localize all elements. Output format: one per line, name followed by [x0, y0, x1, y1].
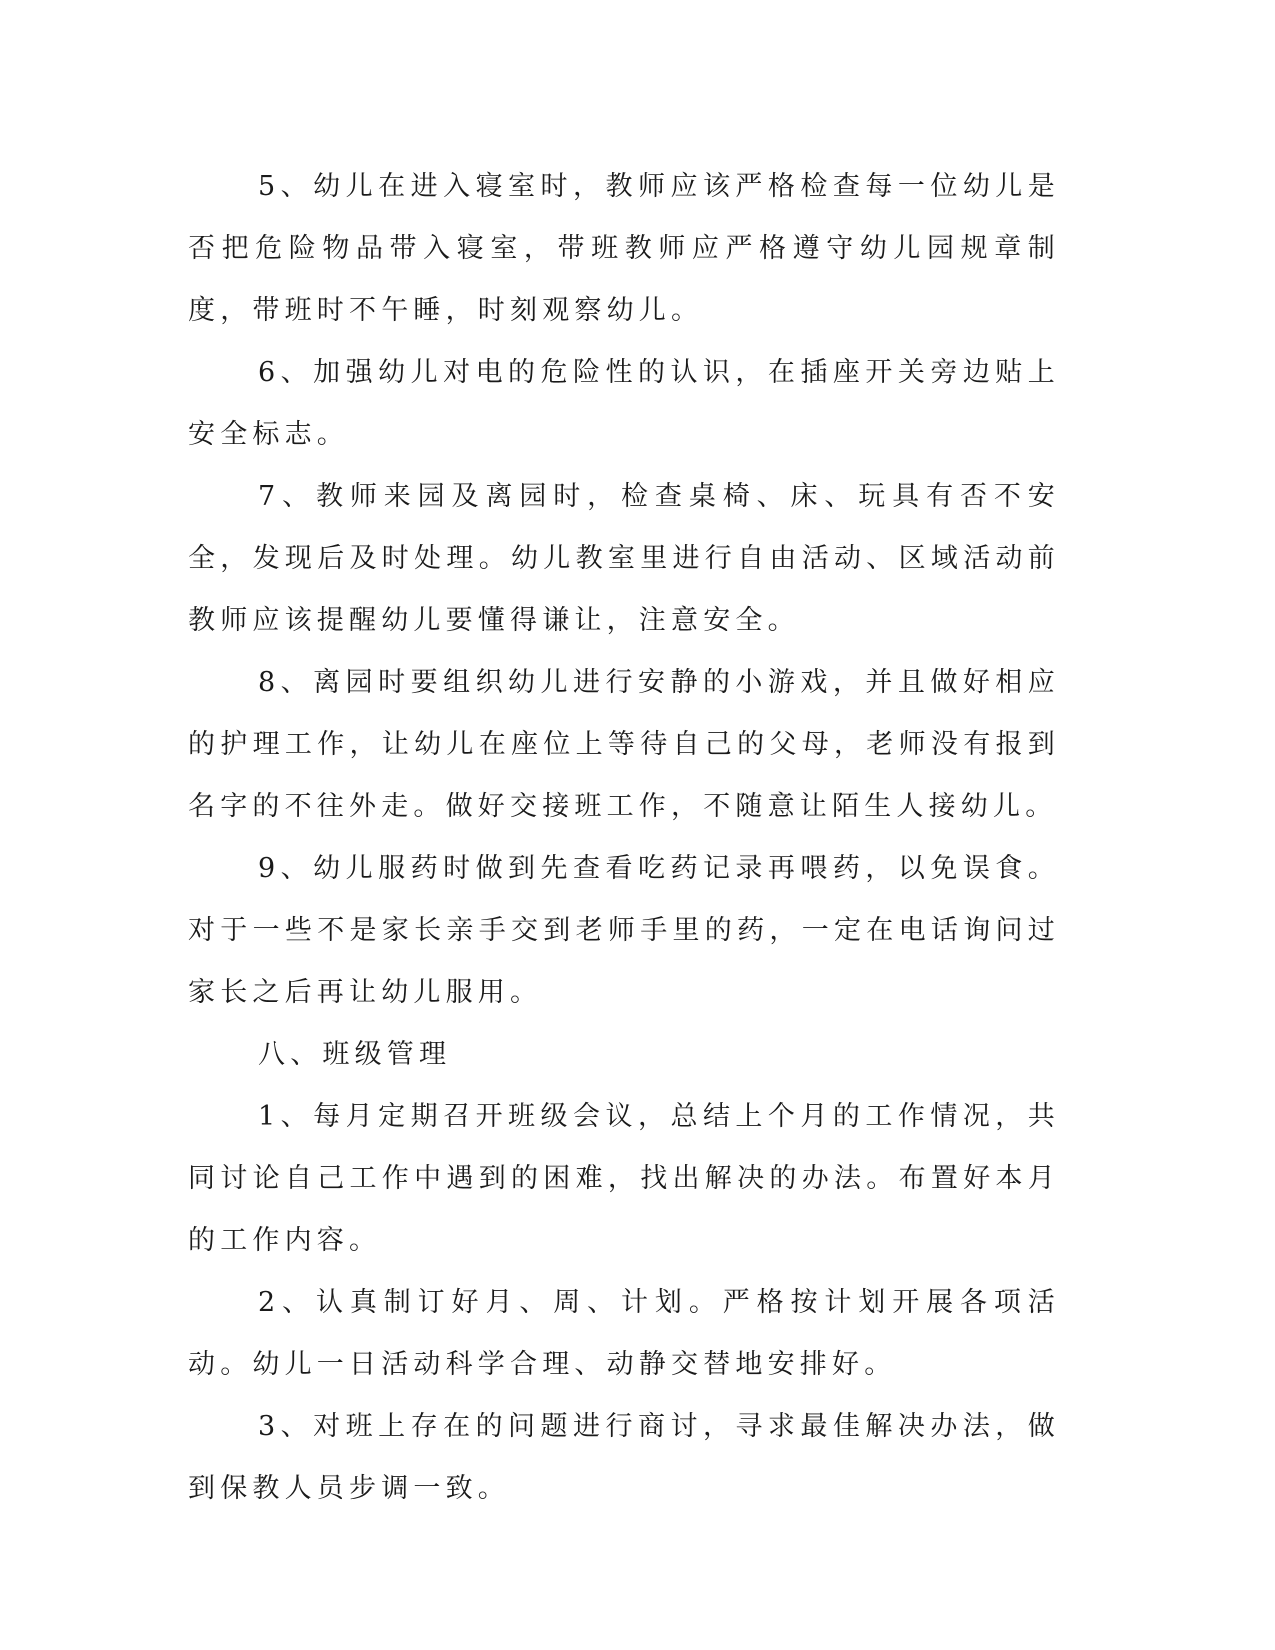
paragraph-safety-item-9: 9、幼儿服药时做到先查看吃药记录再喂药，以免误食。对于一些不是家长亲手交到老师手里的药，一定在电话询问过家长之后再让幼儿服用。: [188, 853, 1060, 1008]
paragraph-safety-item-8: 8、离园时要组织幼儿进行安静的小游戏，并且做好相应的护理工作，让幼儿在座位上等待自己的父母，老师没有报到名字的不往外走。做好交接班工作，不随意让陌生人接幼儿。: [188, 667, 1060, 822]
paragraph-safety-item-5: 5、幼儿在进入寝室时，教师应该严格检查每一位幼儿是否把危险物品带入寝室，带班教师应严格遵守幼儿园规章制度，带班时不午睡，时刻观察幼儿。: [188, 171, 1060, 326]
document-body: [188, 156, 1060, 1520]
paragraph-management-item-3: 3、对班上存在的问题进行商讨，寻求最佳解决办法，做到保教人员步调一致。: [188, 1411, 1060, 1504]
paragraph-management-item-1: 1、每月定期召开班级会议，总结上个月的工作情况，共同讨论自己工作中遇到的困难，找出解决的办法。布置好本月的工作内容。: [188, 1101, 1060, 1256]
paragraph-management-item-2: 2、认真制订好月、周、计划。严格按计划开展各项活动。幼儿一日活动科学合理、动静交替地安排好。: [188, 1287, 1060, 1380]
section-heading-class-management: 八、班级管理: [258, 1039, 452, 1070]
paragraph-safety-item-6: 6、加强幼儿对电的危险性的认识，在插座开关旁边贴上安全标志。: [188, 357, 1060, 450]
paragraph-safety-item-7: 7、教师来园及离园时，检查桌椅、床、玩具有否不安全，发现后及时处理。幼儿教室里进行自由活动、区域活动前教师应该提醒幼儿要懂得谦让，注意安全。: [188, 481, 1060, 636]
